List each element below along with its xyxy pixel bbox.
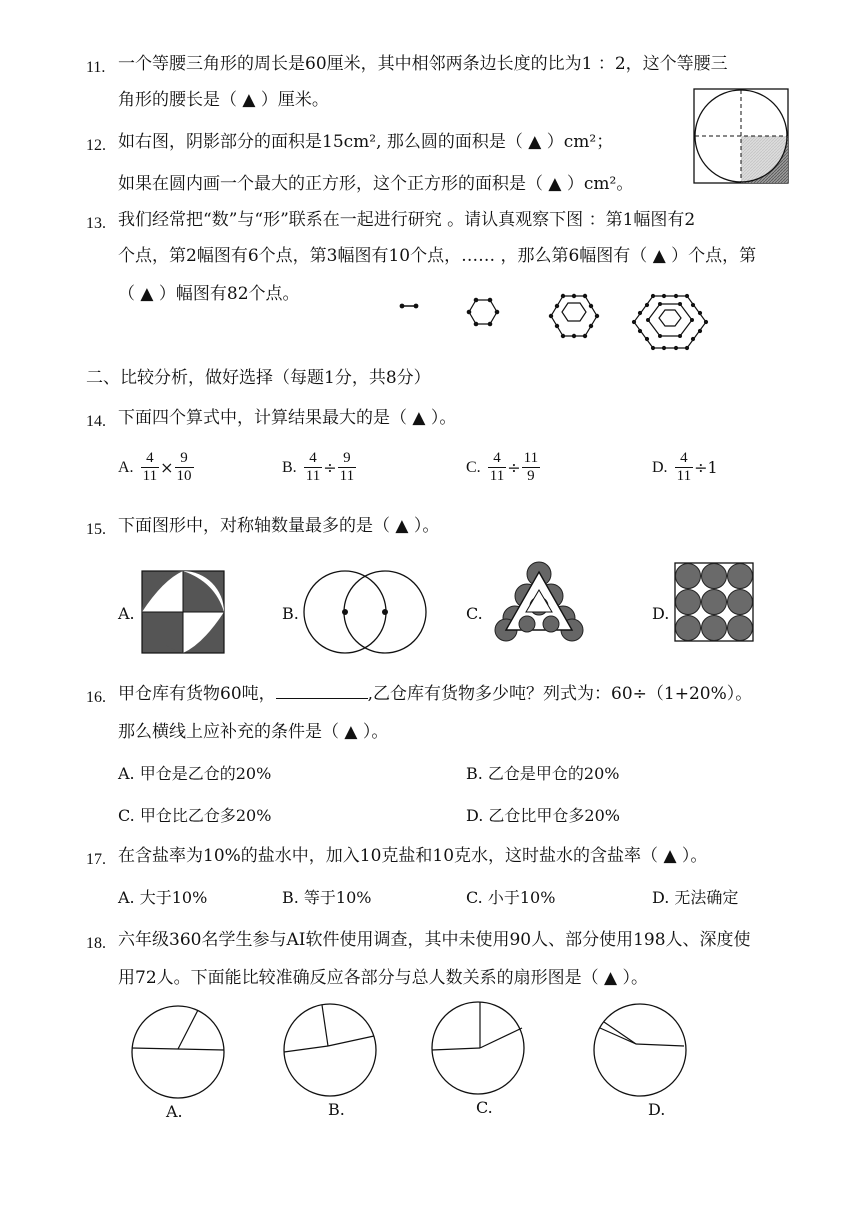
fraction xyxy=(175,450,194,485)
q14-stem: 下面四个算式中，计算结果最大的是（ ▲ ）。 xyxy=(118,408,457,428)
q14-option-a xyxy=(118,450,194,485)
q16-option-b: B. 乙仓是甲仓的20% xyxy=(466,764,620,783)
q12-circle-figure xyxy=(693,88,789,184)
q13-pattern-figures xyxy=(398,292,738,356)
q17-option-b: B. 等于10% xyxy=(282,888,372,907)
q15-label-a: A. xyxy=(118,604,135,623)
fraction xyxy=(141,450,159,485)
q16-option-c: C. 甲仓比乙仓多20% xyxy=(118,806,272,825)
q18-label-b: B. xyxy=(328,1100,345,1119)
q13-number: 13. xyxy=(86,215,106,232)
numerator: 9 xyxy=(175,450,194,468)
fraction xyxy=(675,450,693,485)
fraction xyxy=(522,450,540,485)
q15-number: 15. xyxy=(86,521,106,538)
q14-number: 14. xyxy=(86,413,106,430)
q16-stem-part-a: 甲仓库有货物60吨， xyxy=(118,684,276,704)
q18-pie-c xyxy=(430,1000,526,1096)
denominator: 11 xyxy=(142,468,158,484)
q16-line2: 那么横线上应补充的条件是（ ▲ ）。 xyxy=(118,722,389,742)
q12-line2: 如果在圆内画一个最大的正方形，这个正方形的面积是（ ▲ ）cm²。 xyxy=(118,174,634,194)
denominator: 11 xyxy=(305,468,321,484)
q11-line2: 角形的腰长是（ ▲ ）厘米。 xyxy=(118,90,329,110)
fraction xyxy=(488,450,506,485)
q15-figure-b-two-circles xyxy=(302,562,428,662)
q13-line1: 我们经常把“数”与“形”联系在一起进行研究 。请认真观察下图 ：第1幅图有2 xyxy=(118,210,696,230)
q17-option-d: D. 无法确定 xyxy=(652,888,739,907)
q15-figure-a-pinwheel xyxy=(141,570,225,654)
q15-label-b: B. xyxy=(282,604,299,623)
q17-option-a: A. 大于10% xyxy=(118,888,208,907)
q18-number: 18. xyxy=(86,935,106,952)
q17-number: 17. xyxy=(86,851,106,868)
q18-label-a: A. xyxy=(166,1102,183,1121)
q14-option-b xyxy=(282,450,356,485)
denominator: 11 xyxy=(489,468,505,484)
q18-line2: 用72人。下面能比较准确反应各部分与总人数关系的扇形图是（ ▲ ）。 xyxy=(118,968,649,988)
q12-line1: 如右图，阴影部分的面积是15cm², 那么圆的面积是（ ▲ ）cm²； xyxy=(118,132,614,152)
q16-number: 16. xyxy=(86,689,106,706)
q11-number: 11. xyxy=(86,59,106,76)
q14-option-c xyxy=(466,450,540,485)
q11-line1: 一个等腰三角形的周长是60厘米，其中相邻两条边长度的比为1 ：2，这个等腰三 xyxy=(118,54,728,74)
q18-pie-d xyxy=(592,1002,688,1098)
operator: ÷ xyxy=(507,457,521,477)
numerator: 4 xyxy=(488,450,506,468)
q17-stem: 在含盐率为10%的盐水中，加入10克盐和10克水，这时盐水的含盐率（ ▲ ）。 xyxy=(118,846,708,866)
q14-option-d xyxy=(652,450,719,485)
option-label: B. xyxy=(282,458,297,476)
q16-option-a: A. 甲仓是乙仓的20% xyxy=(118,764,272,783)
numerator: 4 xyxy=(304,450,322,468)
numerator: 9 xyxy=(338,450,356,468)
denominator: 10 xyxy=(176,468,192,484)
fraction xyxy=(304,450,322,485)
operator: ÷ xyxy=(323,457,337,477)
fraction xyxy=(338,450,356,485)
denominator: 9 xyxy=(527,468,535,484)
numerator: 4 xyxy=(141,450,159,468)
q16-blank-line xyxy=(276,682,368,699)
q18-pie-b xyxy=(282,1002,378,1098)
numerator: 11 xyxy=(523,450,539,466)
q18-pie-a xyxy=(130,1004,226,1100)
operator: ÷1 xyxy=(694,457,718,477)
q15-label-d: D. xyxy=(652,604,670,623)
q15-figure-d-nine-circles xyxy=(674,562,754,642)
q18-line1: 六年级360名学生参与AI软件使用调查，其中未使用90人、部分使用198人、深度使 xyxy=(118,930,751,950)
q15-figure-c-triangle-circles xyxy=(494,560,584,644)
option-label: D. xyxy=(652,458,668,476)
q16-option-d: D. 乙仓比甲仓多20% xyxy=(466,806,620,825)
option-label: C. xyxy=(466,458,481,476)
denominator: 11 xyxy=(676,468,692,484)
q13-line3: （ ▲ ）幅图有82个点。 xyxy=(118,284,300,304)
operator: × xyxy=(160,457,174,477)
q18-label-c: C. xyxy=(476,1098,493,1117)
q15-label-c: C. xyxy=(466,604,483,623)
q13-line2: 个点，第2幅图有6个点，第3幅图有10个点，…… ，那么第6幅图有（ ▲ ）个点，第 xyxy=(118,246,757,266)
q12-number: 12. xyxy=(86,137,106,154)
section-2-title: 二、比较分析，做好选择（每题1分，共8分） xyxy=(86,368,431,388)
numerator: 4 xyxy=(675,450,693,468)
q16-stem xyxy=(118,682,752,706)
option-label: A. xyxy=(118,458,134,476)
q18-label-d: D. xyxy=(648,1100,666,1119)
q17-option-c: C. 小于10% xyxy=(466,888,556,907)
q16-stem-part-b: ,乙仓库有货物多少吨？列式为：60÷（1+20%）。 xyxy=(367,684,753,704)
q15-stem: 下面图形中，对称轴数量最多的是（ ▲ ）。 xyxy=(118,516,440,536)
denominator: 11 xyxy=(339,468,355,484)
